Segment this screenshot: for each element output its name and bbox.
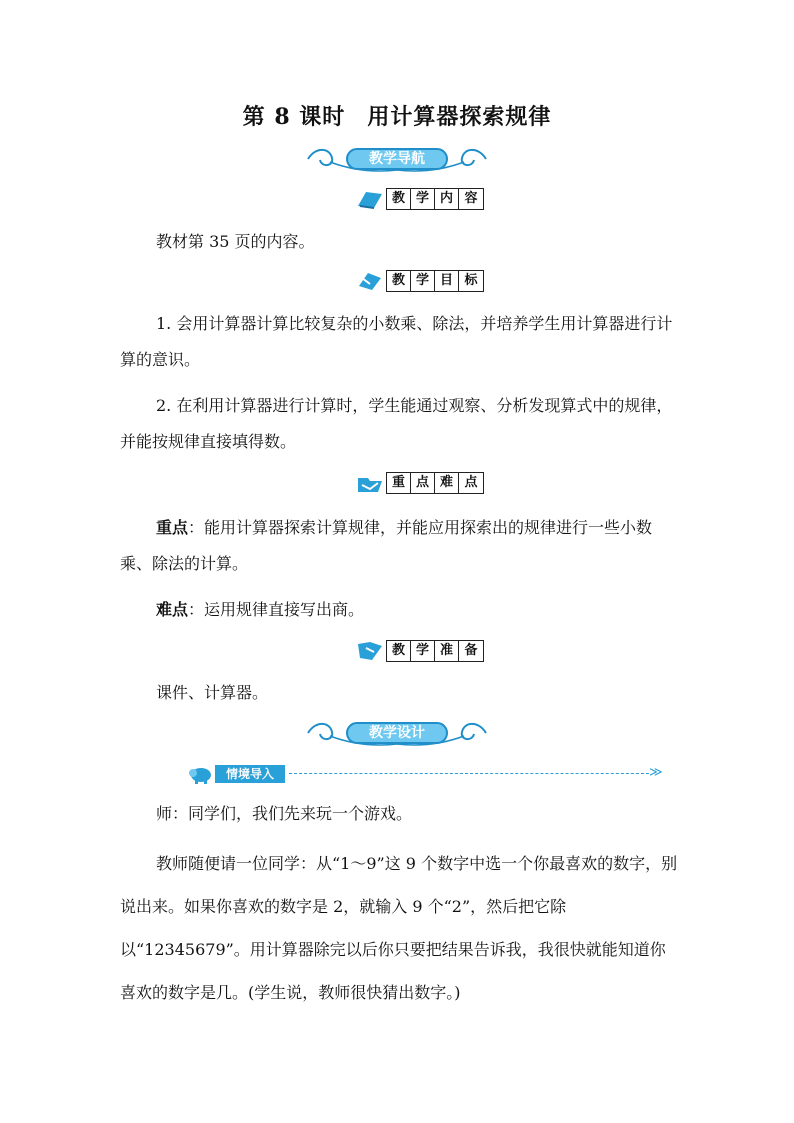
focus-text: ：能用计算器探索计算规律，并能应用探索出的规律进行一些小数乘、除法的计算。 [120, 518, 653, 573]
key-difficulty [120, 592, 680, 628]
tag-char: 标 [464, 273, 478, 288]
tag-char: 容 [464, 191, 478, 206]
book-icon [356, 188, 384, 210]
tag-char: 目 [435, 271, 459, 291]
banner-teaching-design [302, 714, 492, 752]
goal-text: 1. 会用计算器计算比较复杂的小数乘、除法，并培养学生用计算器进行计算的意识。 [120, 314, 673, 369]
target-book-icon [356, 270, 384, 292]
content-text: 教材第 35 页的内容。 [156, 232, 315, 251]
tag-char: 学 [411, 189, 435, 209]
tag-char: 难 [435, 473, 459, 493]
tag-char: 点 [464, 475, 478, 490]
tag-char: 点 [411, 473, 435, 493]
folder-icon [356, 472, 384, 494]
page-title [0, 100, 794, 131]
elephant-icon [187, 763, 213, 785]
difficulty-text: ：运用规律直接写出商。 [188, 600, 365, 619]
tag-char: 教 [387, 641, 411, 661]
prep-book-icon [356, 640, 384, 662]
banner-teaching-guide [302, 140, 492, 178]
tag-char: 备 [464, 643, 478, 658]
lead-in-p2: 教师随便请一位同学：从“1～9”这 9 个数字中选一个你最喜欢的数字，别说出来。如果你喜欢的数字是 2，就输入 9 个“2”，然后把它除以“12345679”。用计算器除完以后你只要把结果告诉我，我很快就能知道你喜欢的数字是几。(学生说，教师很快猜出数字。) [120, 854, 678, 1002]
tag-char: 准 [435, 641, 459, 661]
lesson-number: 第 8 课时 [242, 104, 346, 130]
focus-label: 重点 [156, 518, 189, 537]
tag-char: 重 [387, 473, 411, 493]
double-arrow-icon: ≫ [649, 765, 663, 780]
banner-label: 教学设计 [346, 722, 448, 744]
goal-item [120, 306, 680, 378]
tag-char: 教 [387, 189, 411, 209]
goal-text: 2. 在利用计算器进行计算时，学生能通过观察、分析发现算式中的规律，并能按规律直接填得数。 [120, 396, 673, 451]
goal-item [120, 388, 680, 460]
key-focus [120, 510, 680, 582]
tag-char: 学 [411, 271, 435, 291]
tag-char: 教 [387, 271, 411, 291]
banner-label: 教学导航 [346, 148, 448, 170]
lead-in-p1: 师：同学们，我们先来玩一个游戏。 [156, 804, 413, 823]
tag-char: 学 [411, 641, 435, 661]
lead-in-label: 情境导入 [215, 765, 285, 783]
tag-char: 内 [435, 189, 459, 209]
difficulty-label: 难点 [156, 600, 189, 619]
dashed-divider [289, 773, 649, 774]
lead-in-bar [187, 763, 667, 785]
lesson-title: 用计算器探索规律 [367, 104, 552, 130]
prep-text: 课件、计算器。 [156, 683, 269, 702]
